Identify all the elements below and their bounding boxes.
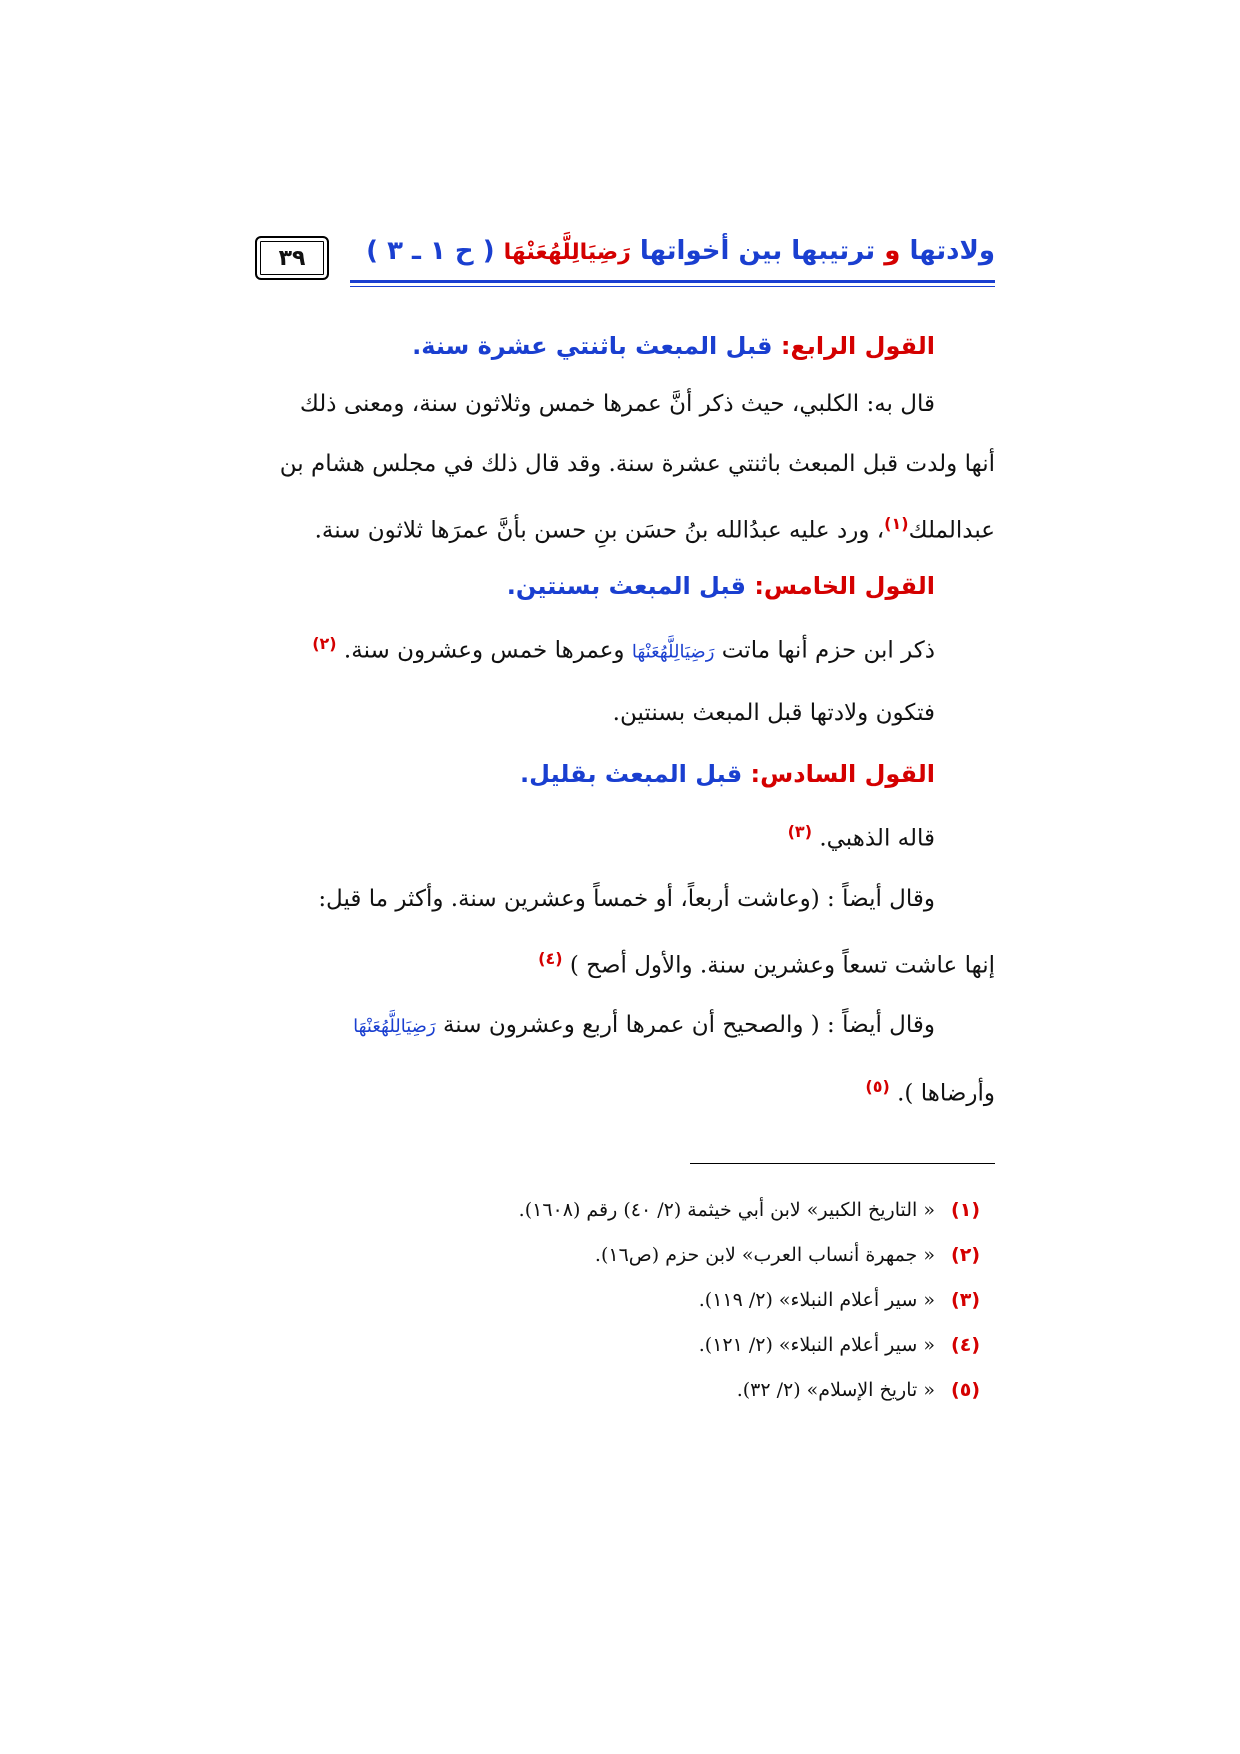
footnotes (255, 1188, 995, 1413)
text-segment: وأرضاها ). (897, 1080, 995, 1107)
page-number: ٣٩ (278, 245, 306, 271)
section-fifth-opinion (255, 558, 995, 743)
footnote-number: (٣) (951, 1289, 980, 1311)
section-heading (255, 558, 995, 614)
heading-text: قبل المبعث بقليل. (520, 760, 743, 788)
footnote-ref-4[interactable]: (٤) (538, 948, 563, 968)
heading-label: القول الخامس: (754, 572, 935, 600)
footnote-ref-2[interactable]: (٢) (312, 634, 337, 653)
paragraph (255, 802, 995, 1124)
text-segment: عبدالملك (908, 517, 995, 544)
footnote-number: (١) (951, 1199, 980, 1221)
text-segment: وعمرها خمس وعشرون سنة. (343, 637, 625, 664)
section-heading (255, 746, 995, 802)
header-rule-thin (350, 286, 995, 287)
section-heading (255, 318, 995, 374)
heading-text: قبل المبعث بسنتين. (506, 572, 746, 600)
honorific-phrase: رَضِيَالِلَّهُعَنْهَا (353, 1016, 436, 1038)
heading-label: القول السادس: (750, 760, 935, 788)
footnote-text: « سير أعلام النبلاء» (٢/ ١١٩). (698, 1289, 935, 1311)
footnote-item (255, 1278, 995, 1323)
text-segment: قاله الذهبي. (819, 825, 935, 852)
header-title-main: ولادتها (909, 236, 995, 266)
footnote-text: « تاريخ الإسلام» (٢/ ٣٢). (736, 1379, 935, 1401)
honorific-phrase: رَضِيَالِلَّهُعَنْهَا (631, 641, 715, 663)
paragraph (255, 614, 995, 743)
text-line: فتكون ولادتها قبل المبعث بسنتين. (612, 699, 935, 726)
text-line (255, 802, 995, 869)
header-title-and: و (884, 236, 901, 266)
text-segment: وقال أيضاً : ( والصحيح أن عمرها أربع وعشرون سنة (442, 1012, 935, 1039)
footnote-item (255, 1188, 995, 1233)
text-segment: ، ورد عليه عبدُالله بنُ حسَن بنِ حسن بأنَّ عمرَها ثلاثون سنة. (314, 517, 885, 544)
running-header (255, 232, 995, 292)
text-line (255, 929, 995, 996)
paragraph (255, 374, 995, 561)
footnote-separator (690, 1163, 995, 1164)
header-title (366, 236, 995, 266)
footnote-item (255, 1323, 995, 1368)
footnote-number: (٢) (951, 1244, 980, 1266)
header-rule-thick (350, 280, 995, 283)
footnote-item (255, 1368, 995, 1413)
section-sixth-opinion (255, 746, 995, 1124)
text-segment: إنها عاشت تسعاً وعشرين سنة. والأول أصح ) (569, 952, 995, 979)
footnote-text: « التاريخ الكبير» لابن أبي خيثمة (٢/ ٤٠) رقم (١٦٠٨). (518, 1199, 935, 1221)
footnote-ref-3[interactable]: (٣) (787, 822, 812, 841)
page-number-box (255, 236, 329, 280)
header-honorific: رَضِيَالِلَّهُعَنْهَا (503, 240, 631, 265)
text-line (255, 1057, 995, 1124)
text-line (255, 494, 995, 561)
section-fourth-opinion (255, 318, 995, 561)
heading-text: قبل المبعث باثنتي عشرة سنة. (412, 332, 773, 360)
footnote-item (255, 1233, 995, 1278)
footnote-number: (٤) (951, 1334, 980, 1356)
text-line: أنها ولدت قبل المبعث باثنتي عشرة سنة. وقد قال ذلك في مجلس هشام بن (279, 451, 995, 477)
footnote-number: (٥) (951, 1379, 980, 1401)
text-line (255, 995, 995, 1057)
footnote-text: « سير أعلام النبلاء» (٢/ ١٢١). (698, 1334, 935, 1356)
heading-label: القول الرابع: (780, 332, 935, 360)
text-line (255, 614, 995, 683)
footnote-text: « جمهرة أنساب العرب» لابن حزم (ص١٦). (594, 1244, 935, 1266)
footnote-ref-1[interactable]: (١) (884, 514, 909, 533)
header-title-rest: ترتيبها بين أخواتها (639, 236, 876, 266)
text-line: وقال أيضاً : (وعاشت أربعاً، أو خمساً وعشرين سنة. وأكثر ما قيل: (318, 885, 935, 912)
header-volume-ref: ( ح ١ ـ ٣ ) (366, 236, 495, 266)
footnote-ref-5[interactable]: (٥) (865, 1077, 890, 1097)
text-segment: ذكر ابن حزم أنها ماتت (721, 637, 935, 664)
text-line: قال به: الكلبي، حيث ذكر أنَّ عمرها خمس وثلاثون سنة، ومعنى ذلك (299, 391, 935, 417)
